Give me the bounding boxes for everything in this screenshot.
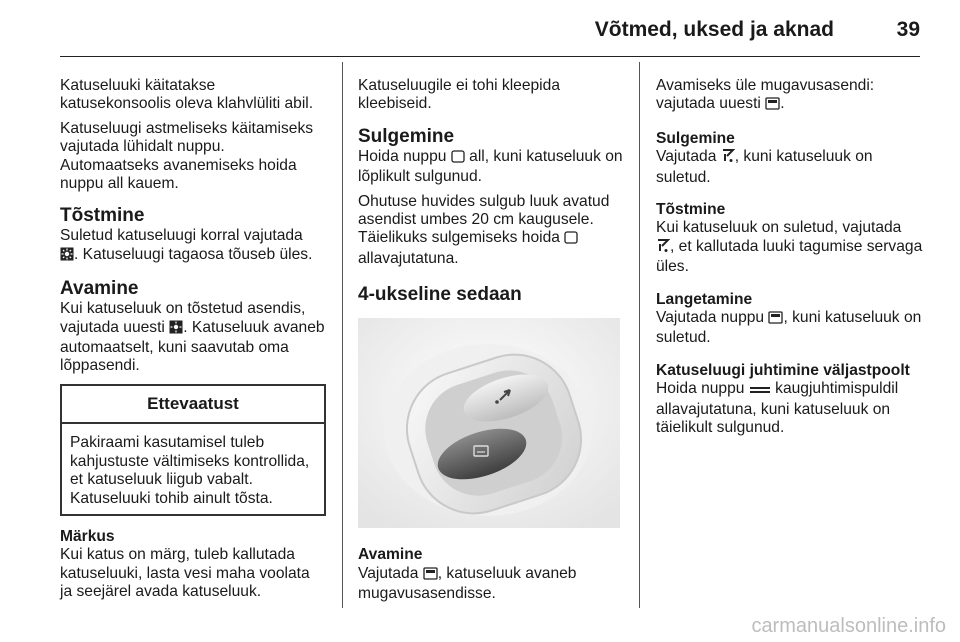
page-number: 39: [896, 18, 920, 41]
caution-title: Ettevaatust: [62, 386, 324, 424]
column-1: [60, 77, 326, 602]
column-2: [358, 77, 628, 603]
close-arrow-icon: [721, 148, 735, 168]
sulgemine-paragraph: Hoida nuppu all, kuni katuseluuk on lõplikult sulgunud.: [358, 147, 623, 186]
stepwise-paragraph: Katuseluugi astmeliseks käitamiseks vajutada lühidalt nuppu. Automaatseks avanemiseks hoida nuppu all kauem.: [60, 119, 314, 193]
open-roof-icon: [768, 311, 783, 329]
header-rule: [60, 56, 920, 57]
tilt-sun-icon: [60, 247, 74, 266]
caution-box: [60, 384, 326, 516]
watermark: carmanualsonline.info: [751, 615, 946, 637]
tilt-sun-icon: [169, 320, 183, 339]
heading-tostmine-3: Tõstmine: [656, 201, 726, 219]
sulgemine-3-paragraph: Vajutada , kuni katuseluuk on suletud.: [656, 148, 873, 186]
remote-lock-icon: [749, 382, 771, 400]
heading-langetamine: Langetamine: [656, 290, 753, 308]
column-divider-1: [342, 62, 343, 608]
full-close-paragraph: Täielikuks sulgemiseks hoida allavajutatuna.: [358, 229, 628, 268]
heading-markus: Märkus: [60, 527, 115, 545]
heading-sulgemine-3: Sulgemine: [656, 129, 735, 147]
heading-sulgemine: Sulgemine: [358, 125, 455, 147]
avamine-sedaan-paragraph: Vajutada , katuseluuk avaneb mugavusasendisse.: [358, 564, 577, 603]
tostmine-paragraph: Suletud katuseluugi korral vajutada . Katuseluugi tagaosa tõuseb üles.: [60, 227, 326, 266]
open-roof-icon: [423, 567, 438, 585]
langetamine-paragraph: Vajutada nuppu , kuni katuseluuk on suletud.: [656, 309, 922, 347]
close-button-icon: [564, 231, 578, 249]
safety-paragraph: Ohutuse huvides sulgub luuk avatud asendist umbes 20 cm kaugusele.: [358, 192, 610, 229]
heading-avamine: Avamine: [60, 278, 139, 300]
header-title: Võtmed, uksed ja aknad: [594, 18, 834, 41]
sticker-paragraph: Katuseluugile ei tohi kleepida kleebiseid.: [358, 77, 560, 113]
close-button-icon: [451, 150, 465, 168]
valjast-paragraph: Hoida nuppu kaugjuhtimispuldil allavajutatuna, kuni katuseluuk on täielikult sulgunud.: [656, 380, 899, 437]
markus-paragraph: Kui katus on märg, tuleb kallutada katuseluuki, lasta vesi maha voolata ja seejärel avada katuseluuk.: [60, 546, 310, 601]
column-3: [656, 77, 926, 444]
open-roof-icon: [765, 97, 780, 115]
tilt-arrow-icon: [656, 238, 670, 258]
heading-sedaan: 4-ukseline sedaan: [358, 284, 522, 306]
intro-paragraph: Katuseluuki käitatakse katusekonsoolis oleva klahvlüliti abil.: [60, 77, 314, 113]
comfort-paragraph: Avamiseks üle mugavusasendi: vajutada uuesti .: [656, 77, 926, 116]
tostmine-3-paragraph: Kui katuseluuk on suletud, vajutada , et kallutada luuki tagumise servaga üles.: [656, 219, 923, 276]
sunroof-switch-photo: [358, 318, 620, 528]
heading-valjast: Katuseluugi juhtimine väljastpoolt: [656, 361, 910, 379]
caution-body: Pakiraami kasutamisel tuleb kahjustuste vältimiseks kontrollida, et katuseluuk liigub vabalt. Katuseluuki tohib ainult tõsta.: [70, 434, 310, 507]
heading-avamine-sedaan: Avamine: [358, 546, 423, 564]
avamine-paragraph: Kui katuseluuk on tõstetud asendis, vajutada uuesti . Katuseluuk avaneb automaatselt, kuni saavutab oma lõppasendi.: [60, 300, 325, 375]
heading-tostmine: Tõstmine: [60, 205, 145, 227]
column-divider-2: [639, 62, 640, 608]
